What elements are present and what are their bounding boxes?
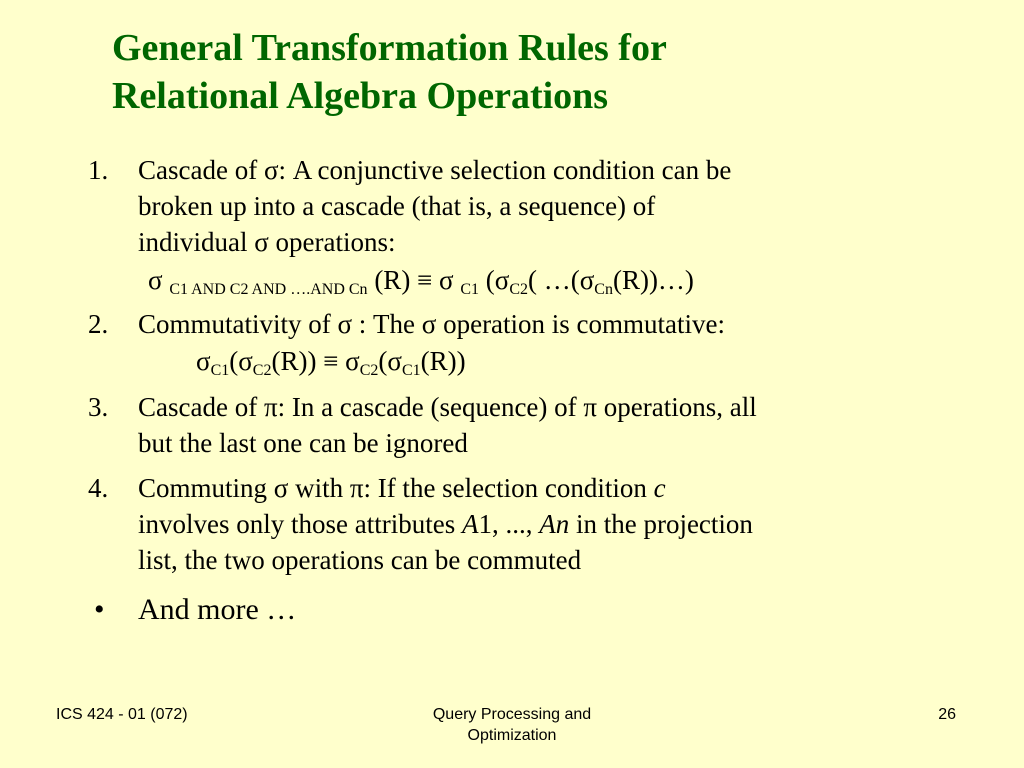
footer-topic-line-2: Optimization: [467, 727, 557, 744]
rule-line: list, the two operations can be commuted: [138, 545, 582, 575]
rule-number: 4.: [88, 473, 109, 503]
italic-variable: c: [653, 473, 666, 503]
footer-topic: [362, 704, 662, 746]
formula-part: ( …(σ: [527, 265, 595, 295]
formula-subscript: C1: [460, 281, 480, 298]
formula-subscript: C2: [509, 281, 528, 298]
formula-part: (σ: [229, 346, 253, 376]
rule-text: [138, 470, 948, 578]
rule-number: 3.: [88, 392, 109, 422]
formula-part: (R)) ≡ σ: [271, 346, 360, 376]
formula-part: (σ: [378, 346, 402, 376]
commutativity-formula: [196, 343, 466, 379]
formula-part: σ: [148, 265, 163, 295]
formula-subscript: C2: [359, 362, 379, 379]
rule-line: [138, 470, 948, 506]
rule-line: Cascade of π: In a cascade (sequence) of π operations, all: [138, 392, 757, 422]
slide-title: [112, 24, 932, 120]
slide-title-line-1: General Transformation Rules for: [112, 27, 667, 69]
rule-text: [138, 389, 948, 461]
rule-text: [138, 152, 948, 260]
formula-part: (σ: [479, 265, 510, 295]
rule-number: 1.: [88, 155, 109, 185]
text-run: in the projection: [569, 509, 753, 539]
rule-number: 2.: [88, 309, 109, 339]
rule-line: individual σ operations:: [138, 227, 396, 257]
rule-item-2: [88, 306, 948, 346]
rule-line: broken up into a cascade (that is, a sequence) of: [138, 191, 656, 221]
footer-course: ICS 424 - 01 (072): [56, 706, 188, 723]
italic-variable: A: [461, 509, 479, 539]
formula-subscript: C1 AND C2 AND ….AND Cn: [169, 281, 368, 298]
footer-topic-line-1: Query Processing and: [432, 706, 592, 723]
bullet-icon: •: [94, 593, 105, 626]
formula-subscript: C2: [252, 362, 272, 379]
formula-subscript: Cn: [594, 281, 613, 298]
rule-line: but the last one can be ignored: [138, 428, 468, 458]
formula-subscript: C1: [210, 362, 230, 379]
text-run: Commuting σ with π: If the selection condition: [138, 473, 654, 503]
text-run: involves only those attributes: [138, 509, 462, 539]
bullet-item: [88, 590, 948, 632]
formula-part: σ: [196, 346, 211, 376]
rule-line: Commutativity of σ : The σ operation is commutative:: [138, 309, 726, 339]
formula-part: (R)): [420, 346, 466, 376]
rule-line: Cascade of σ: A conjunctive selection condition can be: [138, 155, 732, 185]
rule-item-3: [88, 389, 948, 465]
italic-variable: An: [539, 509, 570, 539]
rule-item-4: [88, 470, 948, 582]
page-number: 26: [938, 706, 956, 723]
cascade-sigma-formula: [148, 262, 694, 298]
formula-part: (R))…): [612, 265, 694, 295]
formula-subscript: C1: [401, 362, 421, 379]
bullet-text: And more …: [138, 593, 297, 626]
rule-line: [138, 506, 948, 542]
text-run: 1, ...,: [478, 509, 540, 539]
formula-part: (R) ≡ σ: [367, 265, 461, 295]
slide-title-line-2: Relational Algebra Operations: [112, 75, 609, 117]
rule-text: [138, 306, 948, 342]
